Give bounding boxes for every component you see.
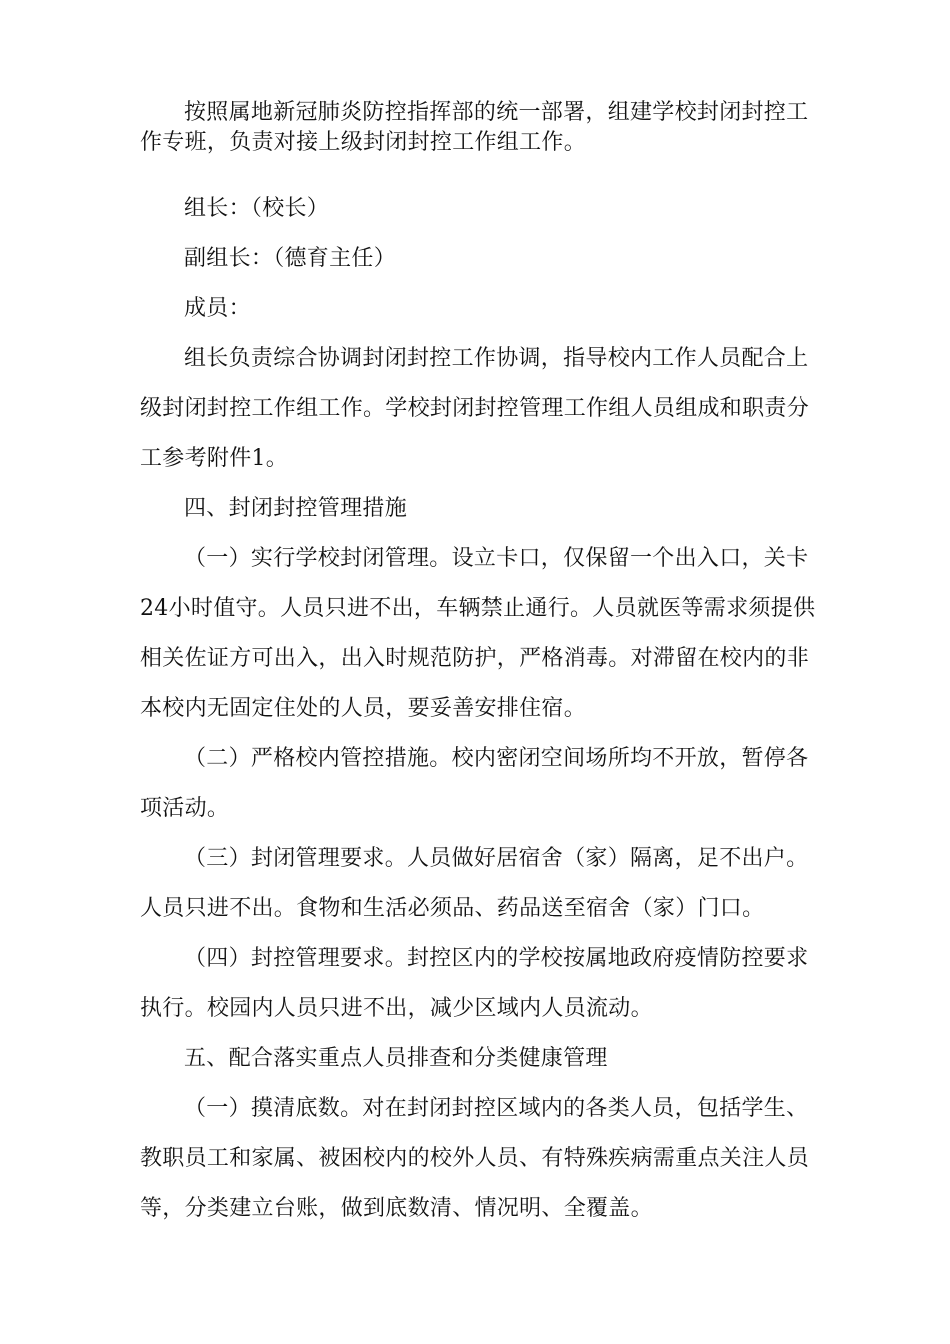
measure-paragraph-2: （二）严格校内管控措施。校内密闭空间场所均不开放，暂停各项活动。: [140, 746, 809, 821]
members-line: 成员：: [184, 296, 251, 321]
leader-duty-paragraph: 组长负责综合协调封闭封控工作协调，指导校内工作人员配合上级封闭封控工作组工作。学校封闭封控管理工作组人员组成和职责分工参考附件1。: [140, 346, 810, 471]
document-body: [140, 98, 820, 1234]
screening-paragraph-1: （一）摸清底数。对在封闭封控区域内的各类人员，包括学生、教职员工和家属、被困校内的校外人员、有特殊疾病需重点关注人员等，分类建立台账，做到底数清、情况明、全覆盖。: [140, 1096, 810, 1221]
section-heading-5: 五、配合落实重点人员排查和分类健康管理: [184, 1046, 608, 1071]
group-leader-line: 组长：（校长）: [184, 196, 330, 221]
intro-paragraph: 按照属地新冠肺炎防控指挥部的统一部署，组建学校封闭封控工作专班，负责对接上级封闭封控工作组工作。: [140, 100, 809, 155]
measure-paragraph-3: （三）封闭管理要求。人员做好居宿舍（家）隔离，足不出户。人员只进不出。食物和生活必须品、药品送至宿舍（家）门口。: [140, 846, 809, 921]
measure-paragraph-4: （四）封控管理要求。封控区内的学校按属地政府疫情防控要求执行。校园内人员只进不出，减少区域内人员流动。: [140, 946, 809, 1021]
deputy-leader-line: 副组长：（德育主任）: [184, 246, 397, 271]
measure-paragraph-1: （一）实行学校封闭管理。设立卡口，仅保留一个出入口，关卡24小时值守。人员只进不出，车辆禁止通行。人员就医等需求须提供相关佐证方可出入，出入时规范防护，严格消毒。对滞留在校内的非本校内无固定住处的人员，要妥善安排住宿。: [140, 546, 816, 721]
section-heading-4: 四、封闭封控管理措施: [184, 496, 408, 521]
